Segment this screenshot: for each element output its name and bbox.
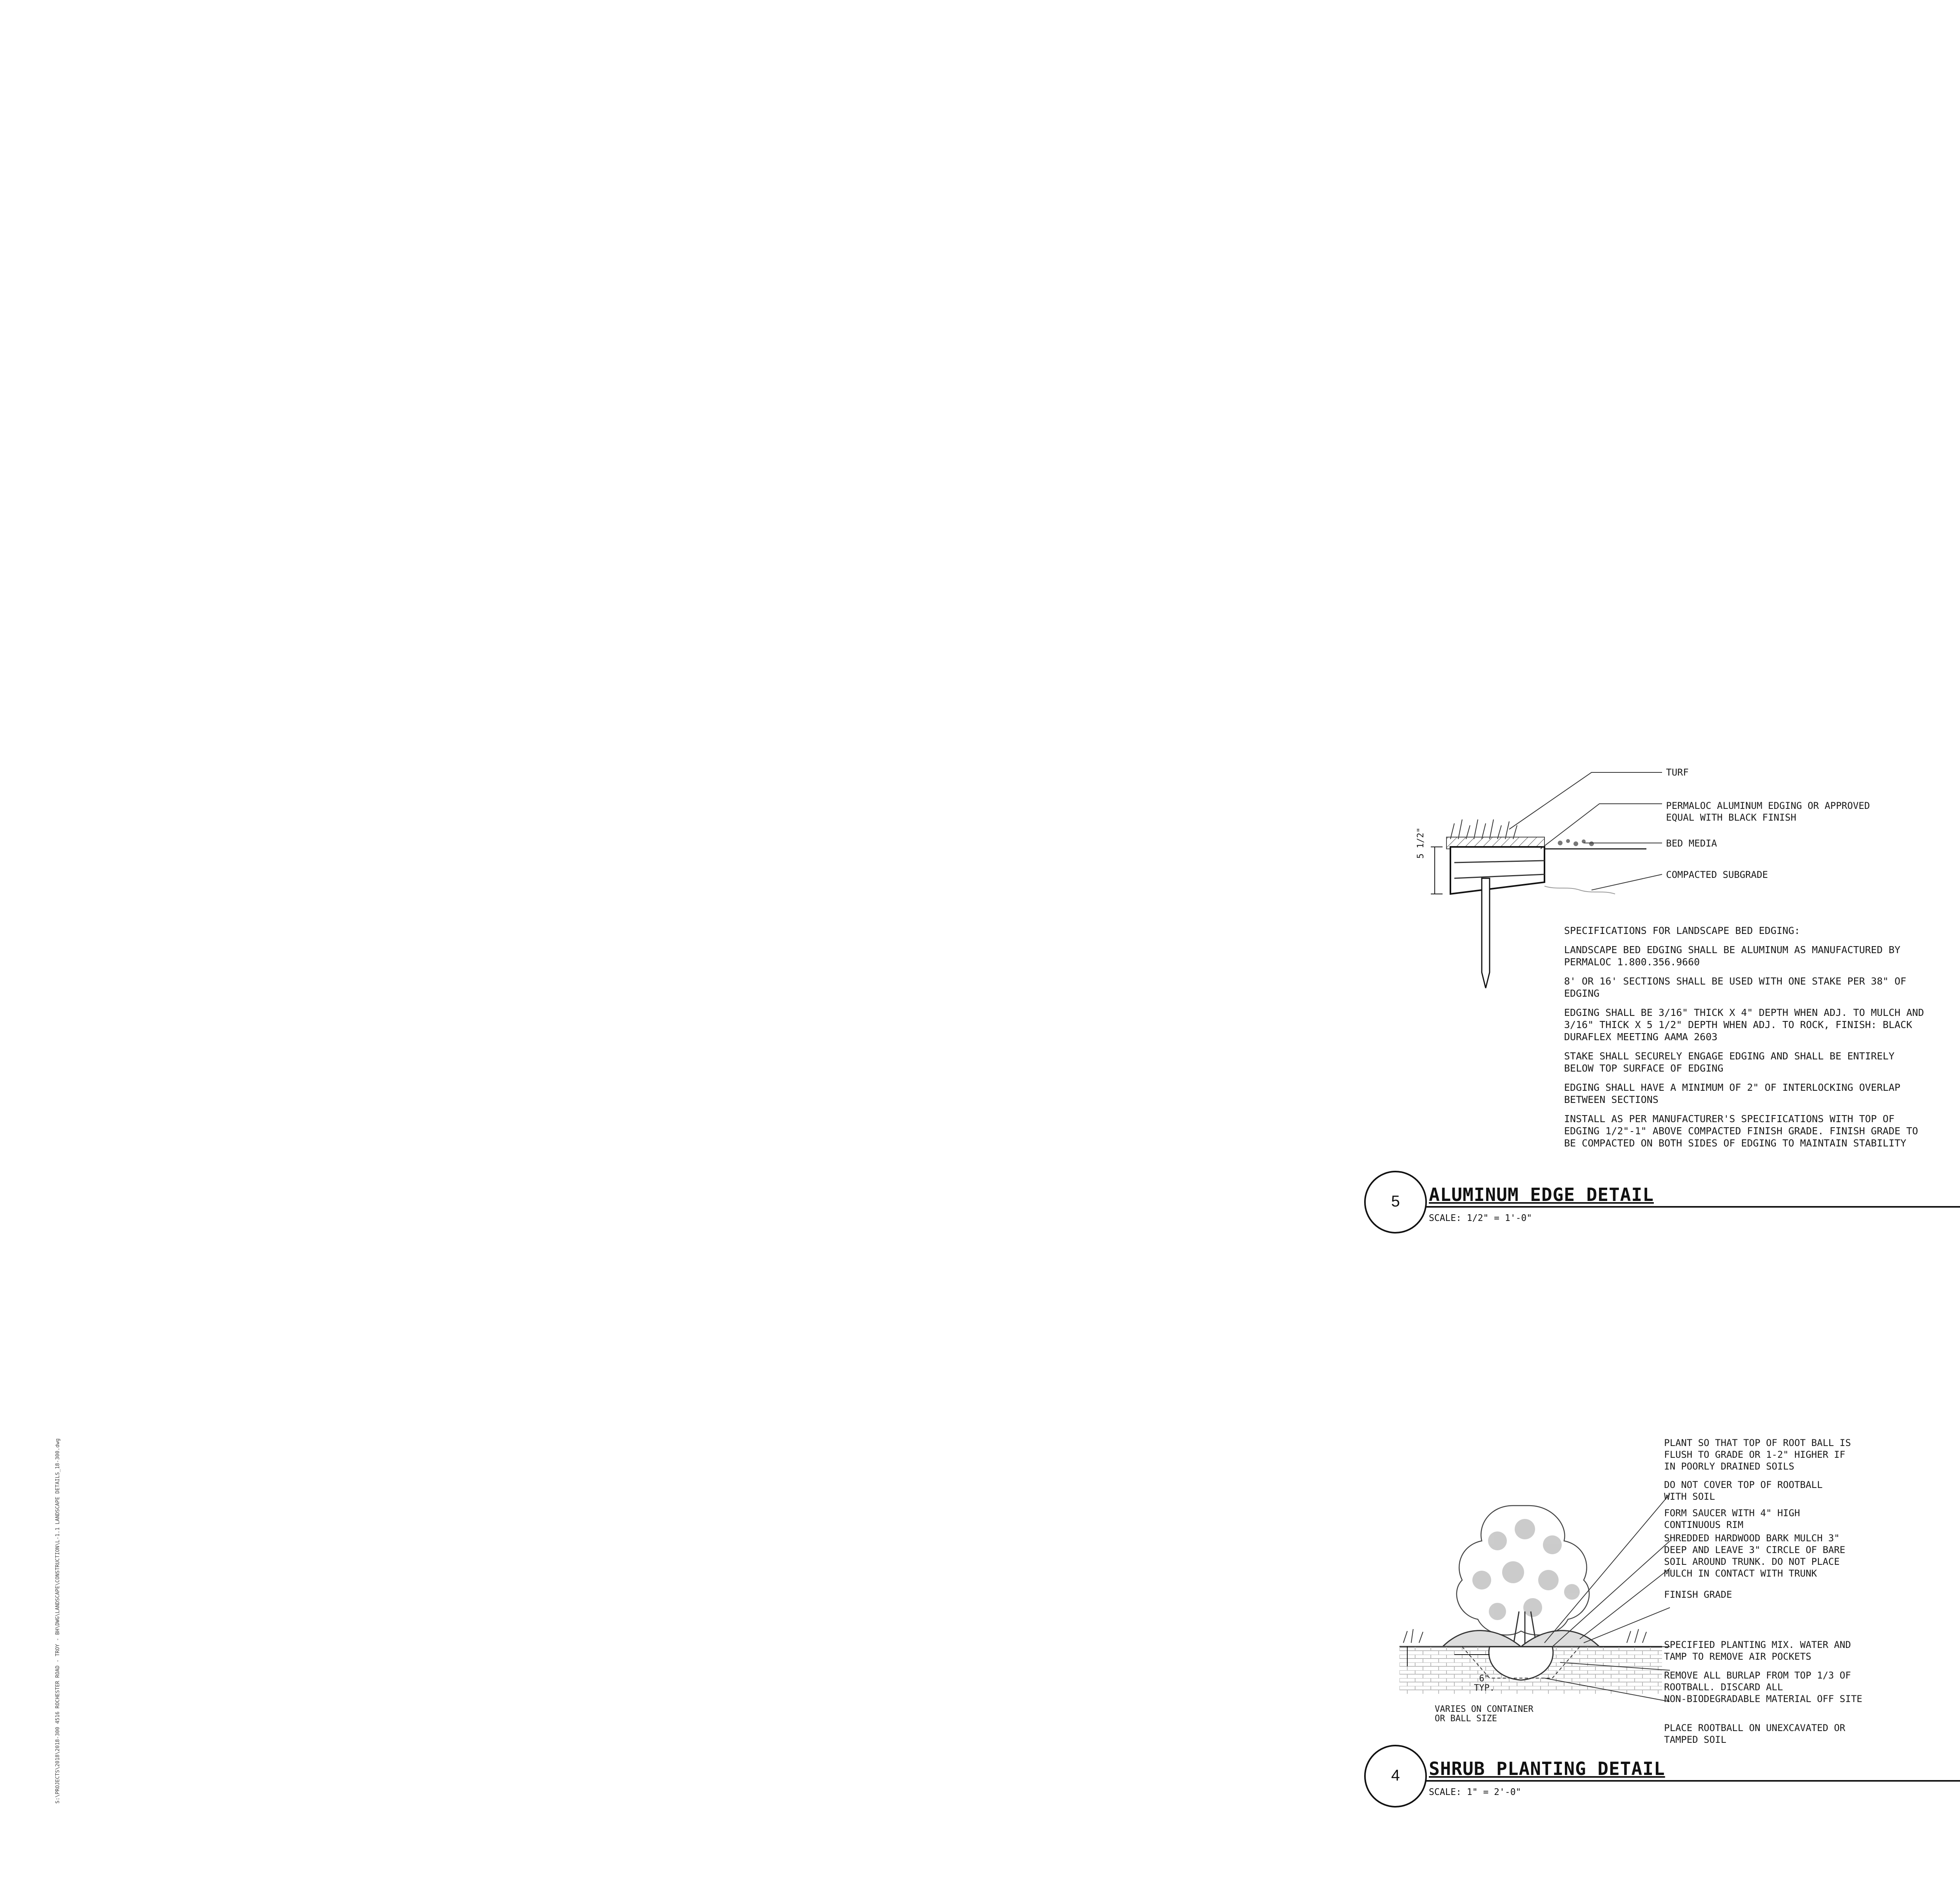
shrub-callout: PLANT SO THAT TOP OF ROOT BALL IS FLUSH TO GRADE OR 1-2" HIGHER IF IN POORLY DRAINED SOILS <box>1664 1437 1851 1472</box>
shrub-callout: FINISH GRADE <box>1664 1589 1732 1600</box>
edge-callout-turf: TURF <box>1666 767 1689 778</box>
detail-title: SHRUB PLANTING DETAIL <box>1429 1758 1665 1779</box>
shrub-dim: VARIES ON CONTAINER OR BALL SIZE <box>1435 1704 1534 1724</box>
aluminum-edge-title-bar <box>1360 1167 1960 1237</box>
shrub-callout: PLACE ROOTBALL ON UNEXCAVATED OR TAMPED SOIL <box>1664 1722 1846 1745</box>
edge-spec: EDGING SHALL BE 3/16" THICK X 4" DEPTH WHEN ADJ. TO MULCH AND 3/16" THICK X 5 1/2" DEPTH WHEN ADJ. TO ROCK, FINISH: BLACK DURAFLEX MEETING AAMA 2603 <box>1564 1007 1924 1043</box>
side-file-path: S:\PROJECTS\2018\2018-300 4516 ROCHESTER ROAD - TROY - BH\DWG\LANDSCAPE\CONSTRUCTION\L-1.1 LANDSCAPE DETAILS_18-300.dwg <box>55 1438 61 1804</box>
edging-specifications <box>1564 925 1960 1149</box>
shrub-title-bar <box>1360 1741 1960 1811</box>
edge-callout-bed-media: BED MEDIA <box>1666 838 1717 849</box>
shrub-callout: SPECIFIED PLANTING MIX. WATER AND TAMP TO REMOVE AIR POCKETS <box>1664 1639 1851 1662</box>
edge-spec: EDGING SHALL HAVE A MINIMUM OF 2" OF INTERLOCKING OVERLAP BETWEEN SECTIONS <box>1564 1082 1900 1105</box>
edge-spec: STAKE SHALL SECURELY ENGAGE EDGING AND SHALL BE ENTIRELY BELOW TOP SURFACE OF EDGING <box>1564 1050 1895 1074</box>
detail-scale: SCALE: 1/2" = 1'-0" <box>1429 1213 1532 1223</box>
detail-number: 4 <box>1391 1767 1400 1784</box>
shrub-drawing <box>1396 1482 1670 1702</box>
edge-spec: INSTALL AS PER MANUFACTURER'S SPECIFICATIONS WITH TOP OF EDGING 1/2"-1" ABOVE COMPACTED FINISH GRADE. FINISH GRADE TO BE COMPACTED ON BOTH SIDES OF EDGING TO MAINTAIN STABILITY <box>1564 1113 1918 1149</box>
edge-callout-subgrade: COMPACTED SUBGRADE <box>1666 869 1768 880</box>
shrub-callout: FORM SAUCER WITH 4" HIGH CONTINUOUS RIM <box>1664 1508 1800 1530</box>
detail-title: ALUMINUM EDGE DETAIL <box>1429 1184 1654 1205</box>
edge-spec-heading: SPECIFICATIONS FOR LANDSCAPE BED EDGING: <box>1564 925 1800 936</box>
shrub-dim: 6" TYP. <box>1474 1674 1495 1693</box>
shrub-callout: REMOVE ALL BURLAP FROM TOP 1/3 OF ROOTBALL. DISCARD ALL NON-BIODEGRADABLE MATERIAL OFF SITE <box>1664 1670 1862 1704</box>
shrub-callout: SHREDDED HARDWOOD BARK MULCH 3" DEEP AND LEAVE 3" CIRCLE OF BARE SOIL AROUND TRUNK. DO NOT PLACE MULCH IN CONTACT WITH TRUNK <box>1664 1533 1846 1579</box>
edge-spec: LANDSCAPE BED EDGING SHALL BE ALUMINUM AS MANUFACTURED BY PERMALOC 1.800.356.9660 <box>1564 944 1900 968</box>
detail-scale: SCALE: 1" = 2'-0" <box>1429 1787 1521 1797</box>
edge-dimension: 5 1/2" <box>1416 827 1426 859</box>
edge-callout-permaloc: PERMALOC ALUMINUM EDGING OR APPROVED EQUAL WITH BLACK FINISH <box>1666 800 1870 823</box>
edge-spec: 8' OR 16' SECTIONS SHALL BE USED WITH ONE STAKE PER 38" OF EDGING <box>1564 976 1906 999</box>
detail-number: 5 <box>1391 1193 1400 1210</box>
shrub-callout: DO NOT COVER TOP OF ROOTBALL WITH SOIL <box>1664 1479 1823 1502</box>
